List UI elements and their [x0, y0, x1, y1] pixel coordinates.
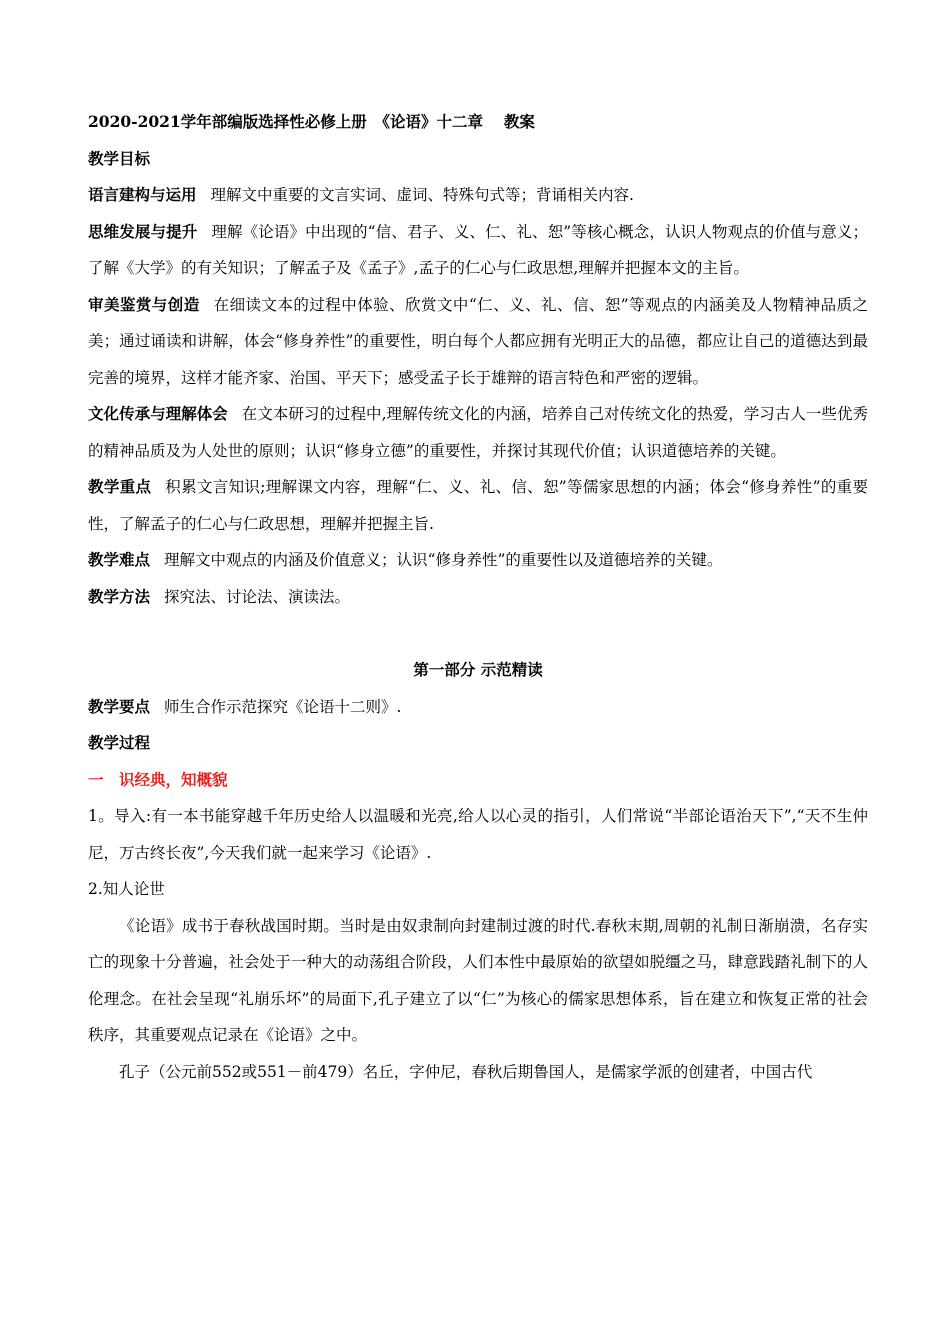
essentials — [88, 689, 868, 726]
difficulties-label: 教学难点 — [88, 550, 151, 569]
key-points — [88, 469, 868, 542]
difficulties — [88, 542, 868, 579]
essentials-label: 教学要点 — [88, 696, 151, 716]
objective-culture — [88, 396, 868, 469]
kongzi-paragraph: 孔子（公元前552或551－前479）名丘，字仲尼，春秋后期鲁国人，是儒家学派的创建者，中国古代 — [119, 1062, 813, 1081]
methods-label: 教学方法 — [88, 586, 151, 606]
objective-label: 语言建构与运用 — [88, 185, 197, 204]
intro-paragraph: 1。导入:有一本书能穿越千年历史给人以温暖和光亮,给人以心灵的指引，人们常说“半部论语治天下”,“天不生仲尼，万古终长夜”,今天我们就一起来学习《论语》. — [88, 807, 868, 862]
objective-text: 在细读文本的过程中体验、欣赏文中“仁、义、礼、信、恕”等观点的内涵美及人物精神品质之美；通过诵读和讲解，体会“修身养性”的重要性，明白每个人都应拥有光明正大的品德，都应让自己的道德达到最完善的境界，这样才能齐家、治国、平天下；感受孟子长于雄辩的语言特色和严密的逻辑。 — [88, 295, 868, 387]
key-points-text: 积累文言知识;理解课文内容，理解“仁、义、礼、信、恕”等儒家思想的内涵；体会“修身养性”的重要性，了解孟子的仁心与仁政思想，理解并把握主旨. — [88, 478, 868, 533]
section-spacer — [88, 615, 868, 652]
difficulties-text: 理解文中观点的内涵及价值意义；认识“修身养性”的重要性以及道德培养的关键。 — [164, 551, 723, 569]
document-title: 2020-2021学年部编版选择性必修上册 《论语》十二章 教案 — [88, 112, 535, 131]
section-one-heading: 一 识经典，知概貌 — [88, 769, 228, 789]
objective-aesthetic — [88, 287, 868, 397]
objective-label: 思维发展与提升 — [88, 221, 198, 241]
lunyu-paragraph: 《论语》成书于春秋战国时期。当时是由奴隶制向封建制过渡的时代.春秋末期,周朝的礼制日渐崩溃，名存实亡的现象十分普遍，社会处于一种大的动荡组合阶段，人们本性中最原始的欲望如脱缰之马，肆意践踏礼制下的人伦理念。在社会呈现“礼崩乐坏”的局面下,孔子建立了以“仁”为核心的儒家思想体系，旨在建立和恢复正常的社会秩序，其重要观点记录在《论语》之中。 — [88, 916, 868, 1044]
objective-label: 文化传承与理解体会 — [88, 404, 228, 423]
objective-label: 审美鉴赏与创造 — [88, 294, 200, 314]
methods — [88, 579, 868, 616]
essentials-text: 师生合作示范探究《论语十二则》. — [164, 697, 402, 716]
part-one-heading: 第一部分 示范精读 — [413, 660, 543, 679]
objective-text: 在文本研习的过程中,理解传统文化的内涵，培养自己对传统文化的热爱，学习古人一些优秀的精神品质及为人处世的原则；认识“修身立德”的重要性，并探讨其现代价值；认识道德培养的关键。 — [88, 405, 868, 460]
know-heading: 2.知人论世 — [88, 880, 165, 898]
objectives-heading: 教学目标 — [88, 148, 151, 168]
key-points-label: 教学重点 — [88, 477, 152, 496]
objective-language — [88, 177, 868, 214]
methods-text: 探究法、讨论法、演读法。 — [164, 587, 351, 606]
document-body — [88, 104, 868, 1090]
objective-text: 理解文中重要的文言实词、虚词、特殊句式等；背诵相关内容. — [210, 186, 634, 204]
objective-thinking — [88, 214, 868, 287]
process-heading: 教学过程 — [88, 733, 151, 752]
objective-text: 理解《论语》中出现的“信、君子、义、仁、礼、恕”等核心概念，认识人物观点的价值与意义；了解《大学》的有关知识；了解孟子及《孟子》,孟子的仁心与仁政思想,理解并把握本文的主旨。 — [88, 222, 868, 277]
